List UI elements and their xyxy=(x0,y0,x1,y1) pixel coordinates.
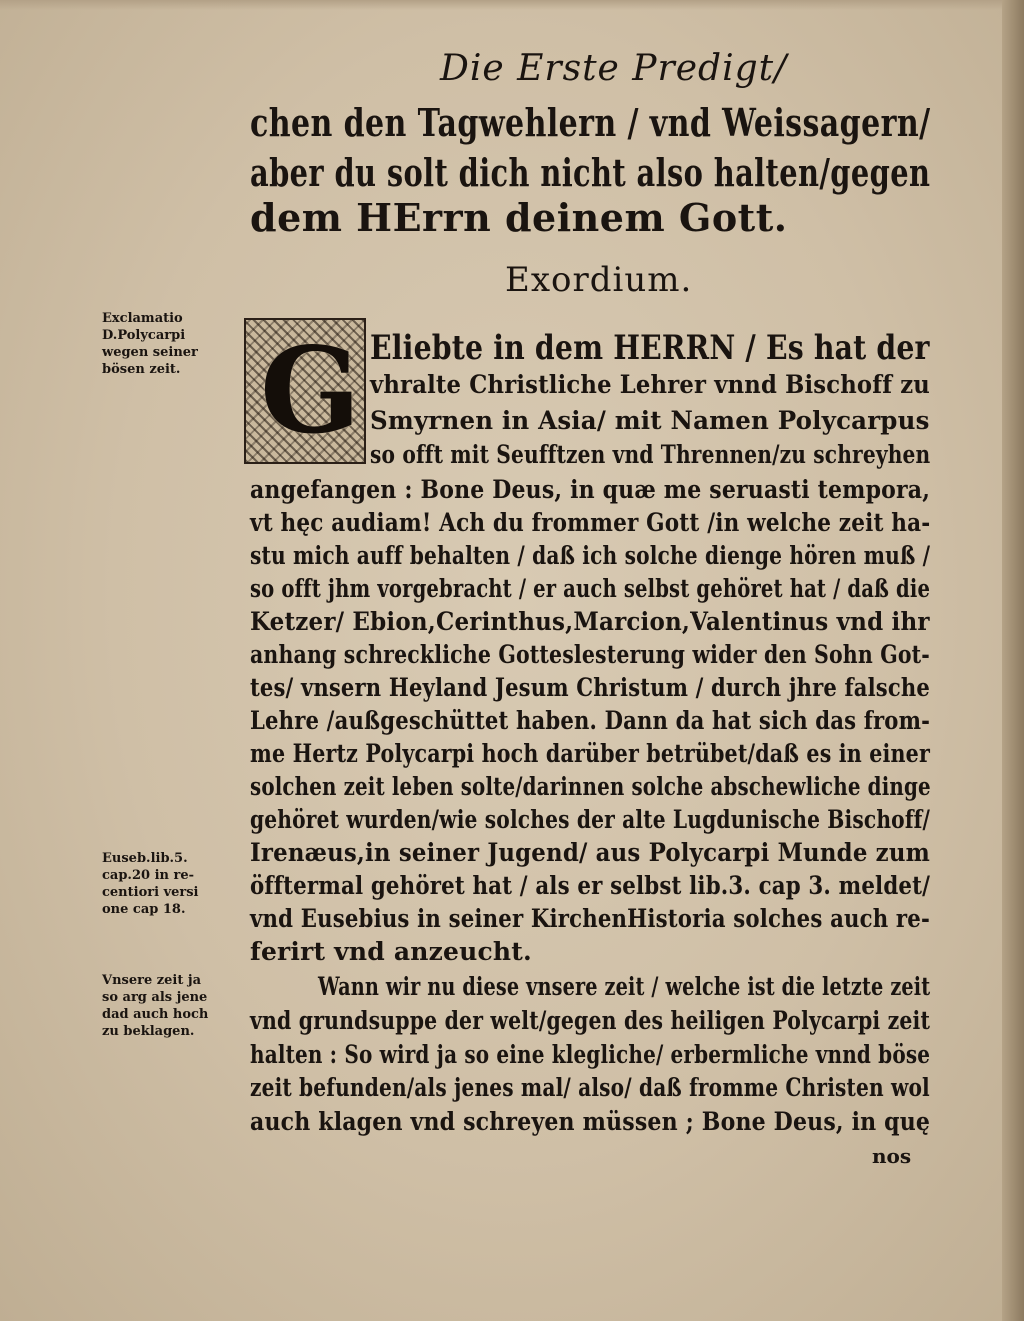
marginal-note-line: centiori versi xyxy=(102,885,199,900)
text-line: Lehre /außgeschüttet haben. Dann da hat sich das from- xyxy=(250,706,931,735)
text-line: öfftermal gehöret hat / als er selbst lib.3. cap 3. meldet/ xyxy=(250,871,931,900)
text-line: Wann wir nu diese vnsere zeit / welche ist die letzte zeit xyxy=(318,972,931,1001)
marginal-note-line: Exclamatio xyxy=(102,311,183,326)
drop-cap-letter: G xyxy=(260,321,361,460)
section-heading: Exordium. xyxy=(505,260,693,300)
text-line: vnd Eusebius in seiner KirchenHistoria solches auch re- xyxy=(250,904,930,933)
running-head: Die Erste Predigt/ xyxy=(440,48,788,89)
text-line: vnd grundsuppe der welt/gegen des heiligen Polycarpi zeit xyxy=(250,1006,931,1035)
marginal-note-line: cap.20 in re- xyxy=(102,868,195,883)
text-line: Ketzer/ Ebion,Cerinthus,Marcion,Valentinus vnd ihr xyxy=(250,607,930,636)
text-line: zeit befunden/als jenes mal/ also/ daß fromme Christen wol xyxy=(250,1073,930,1102)
text-line: vt hęc audiam! Ach du frommer Gott /in welche zeit ha- xyxy=(250,508,931,537)
decorated-initial xyxy=(244,318,366,464)
text-line: halten : So wird ja so eine klegliche/ erbermliche vnnd böse xyxy=(250,1040,931,1069)
marginal-note xyxy=(102,310,198,378)
text-line: me Hertz Polycarpi hoch darüber betrübet/daß es in einer xyxy=(250,739,930,768)
text-line: Smyrnen in Asia/ mit Namen Polycarpus xyxy=(370,406,930,435)
text-line: tes/ vnsern Heyland Jesum Christum / durch jhre falsche xyxy=(250,673,930,702)
marginal-note-line: wegen seiner xyxy=(102,345,198,360)
text-line: gehöret wurden/wie solches der alte Lugdunische Bischoff/ xyxy=(250,805,931,834)
text-line: angefangen : Bone Deus, in quæ me seruasti tempora, xyxy=(250,475,931,504)
text-line: vhralte Christliche Lehrer vnnd Bischoff zu xyxy=(370,370,930,399)
page-top-edge xyxy=(0,0,1024,10)
motto-line: chen den Tagwehlern / vnd Weissagern/ xyxy=(250,100,931,145)
marginal-note xyxy=(102,850,199,918)
marginal-note-line: D.Polycarpi xyxy=(102,328,186,343)
marginal-note xyxy=(102,972,208,1040)
text-line: stu mich auff behalten / daß ich solche dienge hören muß / xyxy=(250,541,931,570)
text-line: ferirt vnd anzeucht. xyxy=(250,937,532,966)
marginal-note-line: one cap 18. xyxy=(102,902,186,917)
text-line: solchen zeit leben solte/darinnen solche abschewliche dinge xyxy=(250,772,931,801)
marginal-note-line: zu beklagen. xyxy=(102,1024,195,1039)
text-line: anhang schreckliche Gotteslesterung wider den Sohn Got- xyxy=(250,640,930,669)
marginal-note-line: bösen zeit. xyxy=(102,362,181,377)
text-line: Eliebte in dem HERRN / Es hat der xyxy=(370,328,930,368)
text-line: so offt jhm vorgebracht / er auch selbst gehöret hat / daß die xyxy=(250,574,931,603)
marginal-note-line: Euseb.lib.5. xyxy=(102,851,188,866)
marginal-note-line: dad auch hoch xyxy=(102,1007,209,1022)
marginal-note-line: so arg als jene xyxy=(102,990,208,1005)
text-line: so offt mit Seufftzen vnd Thrennen/zu schreyhen xyxy=(370,440,931,469)
text-line: Irenæus,in seiner Jugend/ aus Polycarpi Munde zum xyxy=(250,838,930,867)
text-line: auch klagen vnd schreyen müssen ; Bone Deus, in quę xyxy=(250,1107,931,1136)
motto-line: aber du solt dich nicht also halten/gegen xyxy=(250,150,931,195)
marginal-note-line: Vnsere zeit ja xyxy=(102,973,202,988)
book-gutter-edge xyxy=(1002,0,1024,1321)
catchword: nos xyxy=(872,1144,912,1168)
motto-line: dem HErrn deinem Gott. xyxy=(250,195,788,240)
